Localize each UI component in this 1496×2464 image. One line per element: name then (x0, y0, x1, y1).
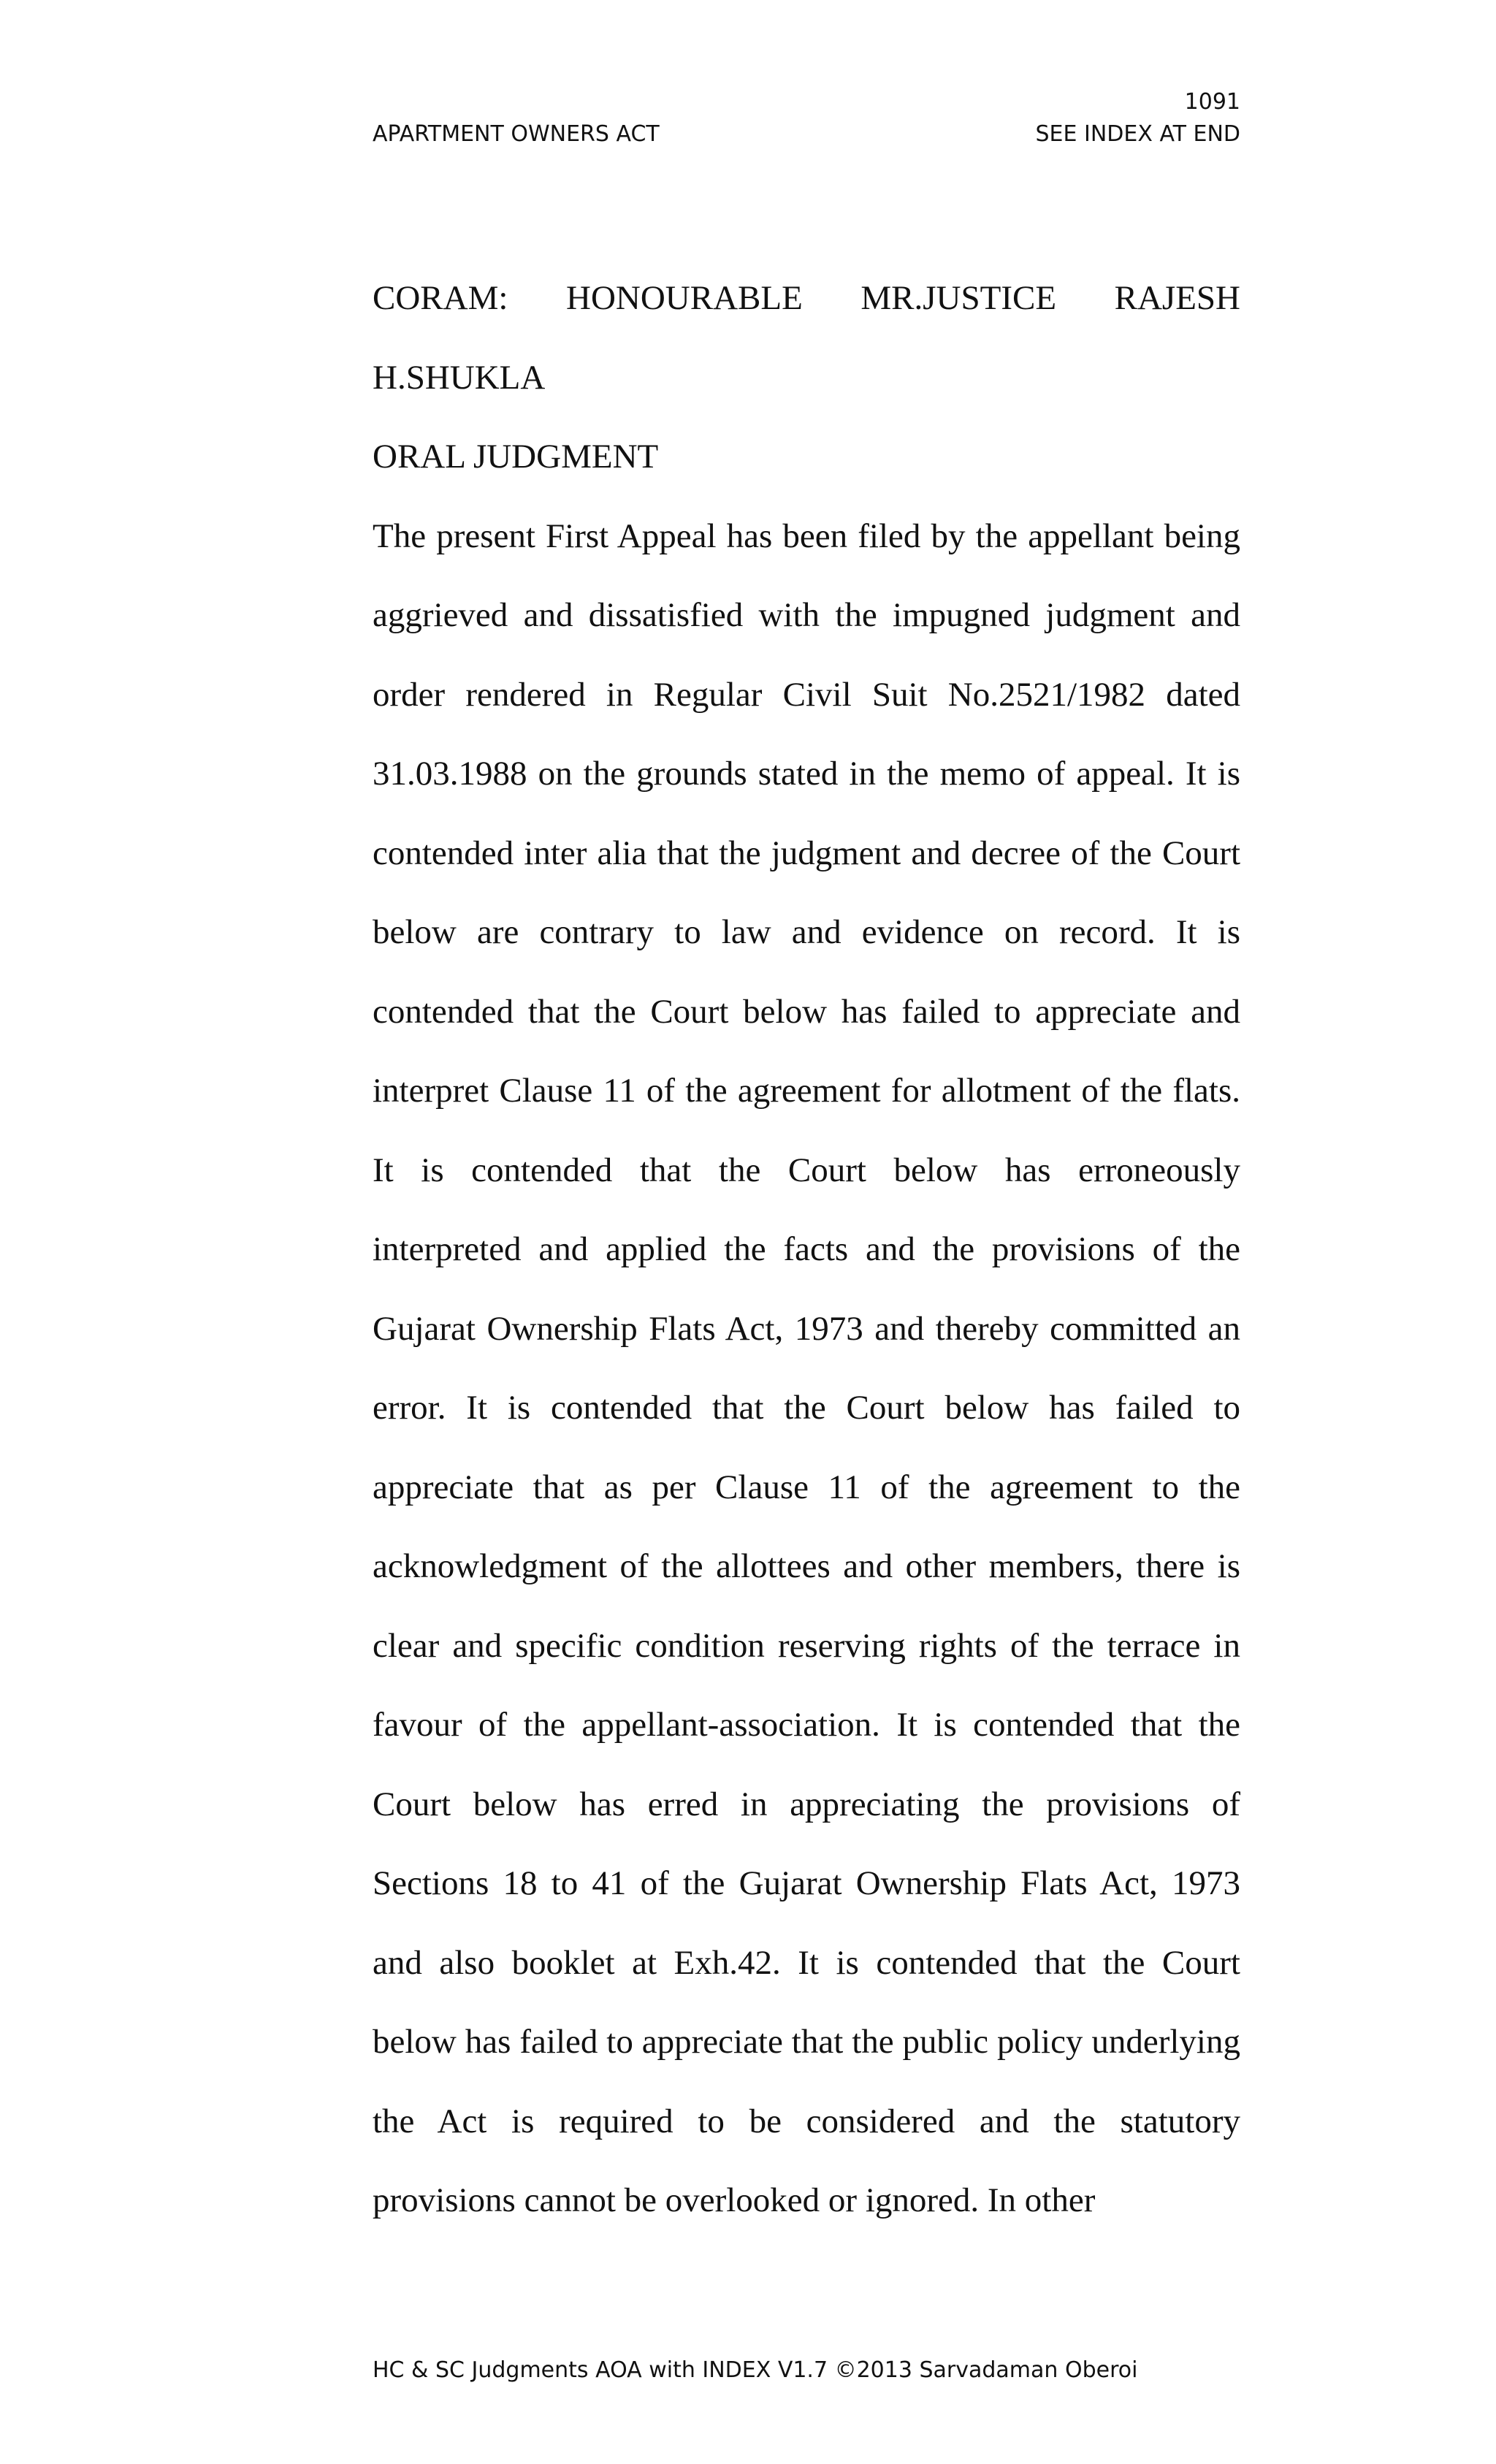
judgment-paragraph: The present First Appeal has been filed by the appellant being aggrieved and dissatisfied with the impugned judgment and order rendered in Regular Civil Suit No.2521/1982 dated 31.03.1988 on the grounds stated in the memo of appeal. It is contended inter alia that the judgment and decree of the Court below are contrary to law and evidence on record. It is contended that the Court below has failed to appreciate and interpret Clause 11 of the agreement for allotment of the flats. It is contended that the Court below has erroneously interpreted and applied the facts and the provisions of the Gujarat Ownership Flats Act, 1973 and thereby committed an error. It is contended that the Court below has failed to appreciate that as per Clause 11 of the agreement to the acknowledgment of the allottees and other members, there is clear and specific condition reserving rights of the terrace in favour of the appellant-association. It is contended that the Court below has erred in appreciating the provisions of Sections 18 to 41 of the Gujarat Ownership Flats Act, 1973 and also booklet at Exh.42. It is contended that the Court below has failed to appreciate that the public policy underlying the Act is required to be considered and the statutory provisions cannot be overlooked or ignored. In other (373, 516, 1240, 2219)
header-title: APARTMENT OWNERS ACT (373, 121, 660, 147)
header-index-note: SEE INDEX AT END (1035, 121, 1240, 147)
section-heading: ORAL JUDGMENT (373, 438, 659, 476)
coram-line: CORAM: HONOURABLE MR.JUSTICE RAJESH H.SHUKLA (373, 279, 1240, 397)
running-header (373, 120, 1240, 149)
judgment-body (373, 259, 1240, 2240)
page-number: 1091 (1184, 89, 1240, 115)
page-footer: HC & SC Judgments AOA with INDEX V1.7 ©2013 Sarvadaman Oberoi (373, 2357, 1138, 2383)
